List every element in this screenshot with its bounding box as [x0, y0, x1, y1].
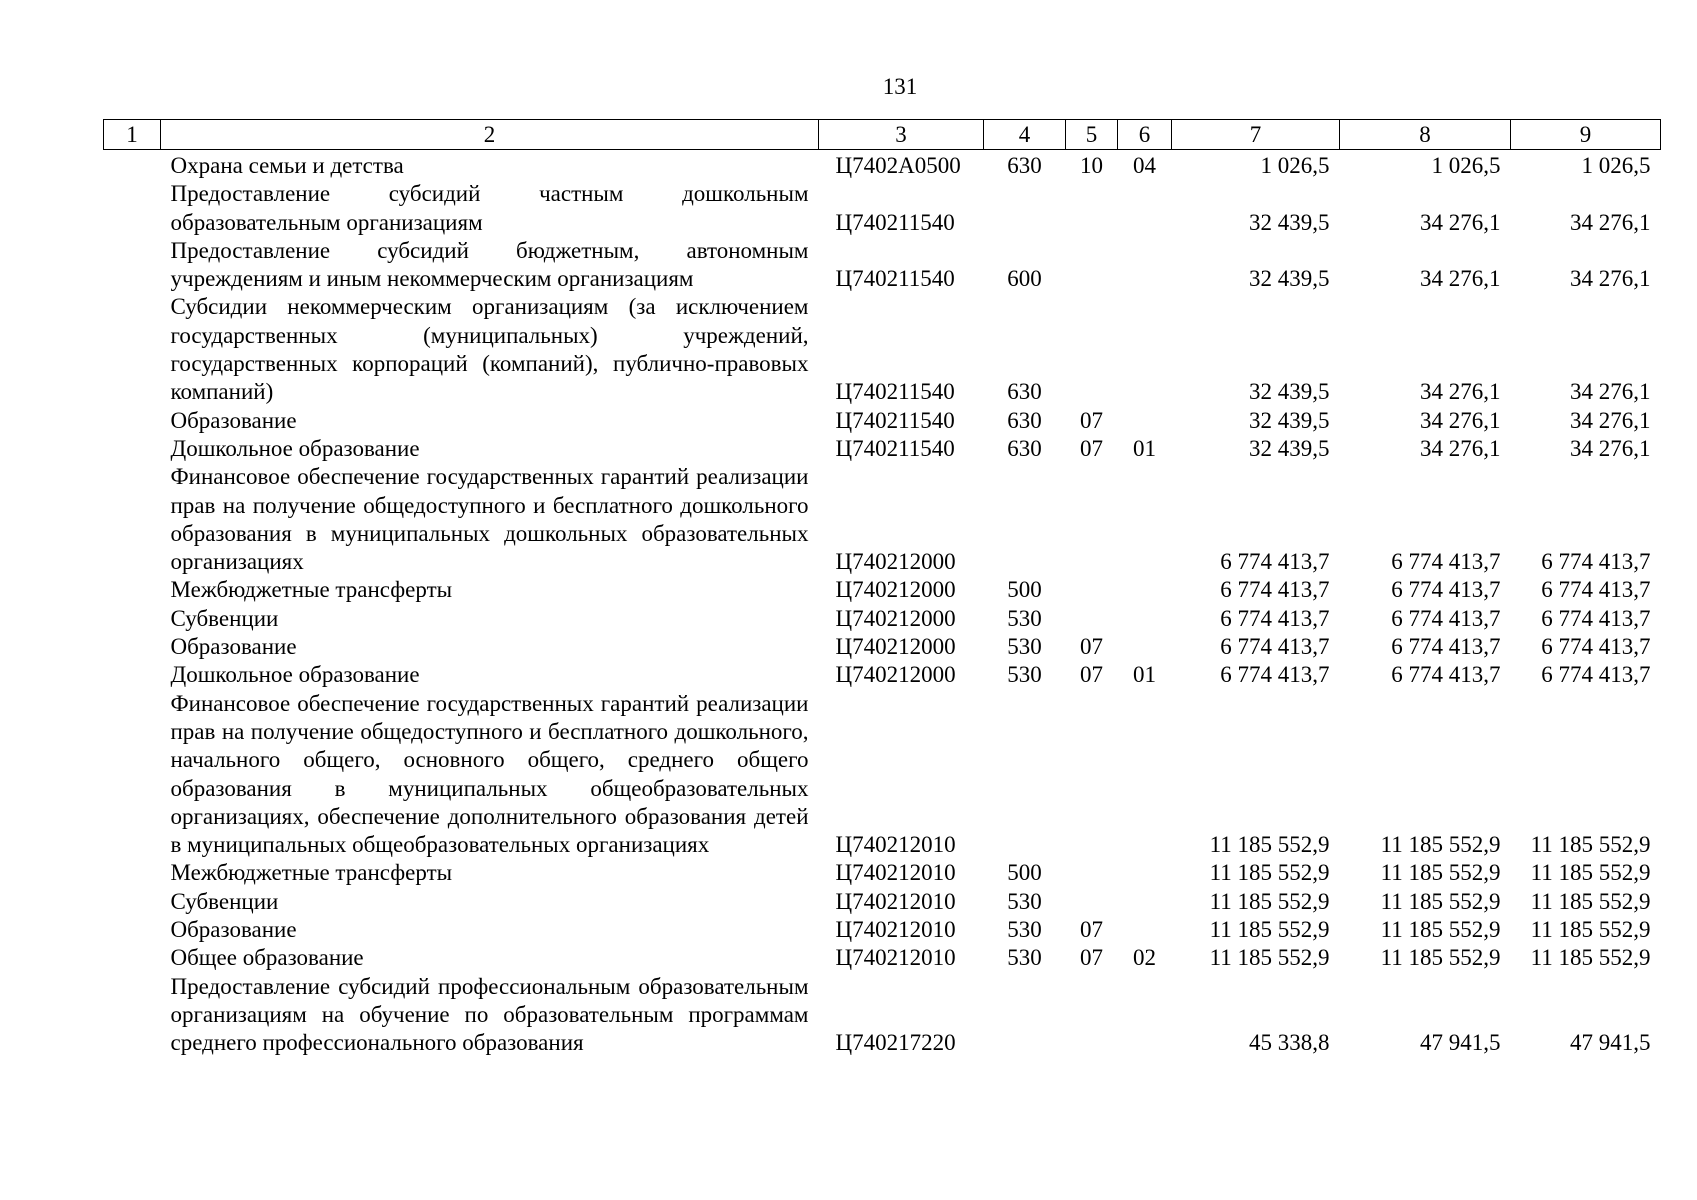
column-header: 2	[161, 120, 819, 150]
blank-cell	[104, 150, 161, 181]
table-row	[104, 237, 1661, 294]
subsection-code	[1118, 237, 1172, 294]
expense-type	[984, 180, 1066, 237]
item-name	[161, 633, 819, 661]
amount-col-9: 6 774 413,7	[1541, 549, 1651, 575]
amount-col-9: 47 941,5	[1570, 1030, 1651, 1056]
amount-col-7: 11 185 552,9	[1209, 832, 1330, 858]
subsection-code	[1118, 463, 1172, 576]
subsection-code	[1118, 916, 1172, 944]
item-name	[161, 463, 819, 576]
amount-col-8: 47 941,5	[1420, 1030, 1501, 1056]
amount-col-7: 11 185 552,9	[1209, 860, 1330, 886]
subsection-code	[1118, 690, 1172, 860]
amount-col-9: 6 774 413,7	[1541, 577, 1651, 603]
column-header: 5	[1066, 120, 1118, 150]
target-code: Ц740211540	[835, 266, 955, 292]
subsection-code	[1118, 180, 1172, 237]
amount-col-8: 11 185 552,9	[1380, 832, 1501, 858]
subsection-code	[1118, 407, 1172, 435]
subsection-code: 02	[1133, 945, 1156, 971]
target-code: Ц740212000	[835, 605, 956, 631]
column-header: 8	[1340, 120, 1511, 150]
amount-col-7: 6 774 413,7	[1220, 549, 1330, 575]
item-name	[161, 859, 819, 887]
amount-col-8: 34 276,1	[1420, 266, 1501, 292]
item-name	[161, 944, 819, 972]
blank-cell	[104, 633, 161, 661]
item-name-text: Предоставление субсидий частным дошкольным образовательным организациям	[170, 181, 809, 235]
item-name-text: Субсидии некоммерческим организациям (за исключением государственных (муниципальных) учреждений, государственных корпораций (компаний), публично-правовых компаний)	[170, 294, 809, 405]
section-code	[1066, 180, 1118, 237]
item-name-text: Предоставление субсидий профессиональным образовательным организациям на обучение по образовательным программам среднего профессионального образования	[170, 973, 809, 1056]
expense-type: 630	[1007, 407, 1042, 433]
target-code: Ц740212000	[835, 549, 956, 575]
target-code: Ц740211540	[835, 407, 955, 433]
target-code: Ц740212010	[835, 832, 956, 858]
section-code	[1066, 605, 1118, 633]
amount-col-7: 11 185 552,9	[1209, 888, 1330, 914]
amount-col-8: 34 276,1	[1420, 379, 1501, 405]
section-code: 07	[1080, 662, 1103, 688]
item-name	[161, 888, 819, 916]
amount-col-8: 11 185 552,9	[1380, 860, 1501, 886]
subsection-code: 04	[1133, 153, 1156, 178]
amount-col-8: 11 185 552,9	[1380, 945, 1501, 971]
item-name	[161, 407, 819, 435]
blank-cell	[104, 973, 161, 1058]
section-code	[1066, 859, 1118, 887]
target-code: Ц740212000	[835, 634, 956, 660]
table-row	[104, 605, 1661, 633]
expense-type: 530	[1007, 662, 1042, 688]
table-row	[104, 633, 1661, 661]
table-row	[104, 150, 1661, 181]
expense-type: 500	[1007, 860, 1042, 886]
item-name	[161, 237, 819, 294]
subsection-code: 01	[1133, 435, 1156, 461]
amount-col-9: 6 774 413,7	[1541, 662, 1651, 688]
section-code: 07	[1080, 407, 1103, 433]
table-body	[104, 150, 1661, 1058]
subsection-code	[1118, 576, 1172, 604]
blank-cell	[104, 576, 161, 604]
table-row	[104, 661, 1661, 689]
expense-type: 630	[1007, 379, 1042, 405]
expense-type	[984, 973, 1066, 1058]
section-code: 10	[1080, 153, 1103, 178]
amount-col-8: 6 774 413,7	[1391, 662, 1501, 688]
blank-cell	[104, 435, 161, 463]
amount-col-8: 34 276,1	[1420, 209, 1501, 235]
blank-cell	[104, 944, 161, 972]
blank-cell	[104, 859, 161, 887]
column-header: 9	[1511, 120, 1661, 150]
target-code: Ц740212010	[835, 860, 956, 886]
amount-col-8: 11 185 552,9	[1380, 888, 1501, 914]
item-name	[161, 293, 819, 406]
blank-cell	[104, 293, 161, 406]
item-name	[161, 973, 819, 1058]
amount-col-7: 32 439,5	[1249, 209, 1330, 235]
expense-type: 530	[1007, 917, 1042, 943]
amount-col-7: 11 185 552,9	[1209, 917, 1330, 943]
column-header: 1	[104, 120, 161, 150]
amount-col-8: 6 774 413,7	[1391, 577, 1501, 603]
section-code	[1066, 463, 1118, 576]
amount-col-7: 6 774 413,7	[1220, 577, 1330, 603]
expense-type: 530	[1007, 634, 1042, 660]
expense-type: 530	[1007, 888, 1042, 914]
expense-type: 500	[1007, 577, 1042, 603]
amount-col-9: 34 276,1	[1570, 209, 1651, 235]
amount-col-9: 11 185 552,9	[1530, 888, 1651, 914]
amount-col-8: 1 026,5	[1431, 153, 1501, 178]
blank-cell	[104, 690, 161, 860]
amount-col-9: 6 774 413,7	[1541, 634, 1651, 660]
table-row	[104, 973, 1661, 1058]
item-name-text: Межбюджетные трансферты	[170, 577, 453, 603]
expense-type	[984, 690, 1066, 860]
item-name-text: Образование	[170, 407, 297, 433]
column-header: 3	[819, 120, 984, 150]
amount-col-7: 6 774 413,7	[1220, 605, 1330, 631]
amount-col-9: 6 774 413,7	[1541, 605, 1651, 631]
table-row	[104, 293, 1661, 406]
blank-cell	[104, 605, 161, 633]
expense-type	[984, 463, 1066, 576]
column-header: 4	[984, 120, 1066, 150]
target-code: Ц740212010	[835, 945, 956, 971]
target-code: Ц740212000	[835, 662, 956, 688]
item-name-text: Субвенции	[170, 888, 279, 914]
table-row	[104, 859, 1661, 887]
expense-type: 630	[1007, 435, 1042, 461]
section-code: 07	[1080, 945, 1103, 971]
amount-col-9: 11 185 552,9	[1530, 860, 1651, 886]
amount-col-9: 34 276,1	[1570, 435, 1651, 461]
blank-cell	[104, 237, 161, 294]
item-name-text: Охрана семьи и детства	[170, 153, 404, 178]
target-code: Ц740211540	[835, 435, 955, 461]
item-name	[161, 180, 819, 237]
amount-col-7: 32 439,5	[1249, 407, 1330, 433]
amount-col-7: 6 774 413,7	[1220, 634, 1330, 660]
subsection-code	[1118, 859, 1172, 887]
item-name	[161, 435, 819, 463]
amount-col-7: 32 439,5	[1249, 435, 1330, 461]
blank-cell	[104, 180, 161, 237]
amount-col-8: 34 276,1	[1420, 435, 1501, 461]
amount-col-9: 34 276,1	[1570, 266, 1651, 292]
amount-col-9: 11 185 552,9	[1530, 832, 1651, 858]
blank-cell	[104, 661, 161, 689]
amount-col-8: 6 774 413,7	[1391, 634, 1501, 660]
column-header: 7	[1172, 120, 1340, 150]
target-code: Ц740212010	[835, 917, 956, 943]
table-row	[104, 463, 1661, 576]
item-name	[161, 150, 819, 181]
amount-col-8: 11 185 552,9	[1380, 917, 1501, 943]
item-name-text: Финансовое обеспечение государственных гарантий реализации прав на получение общедоступного и бесплатного дошкольного, начального общего, основного общего, среднего общего образования в муниципальных общеобразовательных организациях, обеспечение дополнительного образования детей в муниципальных общеобразовательных организациях	[170, 690, 809, 858]
expense-type: 630	[1007, 153, 1042, 178]
section-code: 07	[1080, 435, 1103, 461]
section-code: 07	[1080, 634, 1103, 660]
section-code	[1066, 690, 1118, 860]
target-code: Ц7402А0500	[835, 153, 961, 178]
blank-cell	[104, 916, 161, 944]
subsection-code	[1118, 605, 1172, 633]
target-code: Ц740211540	[835, 379, 955, 405]
item-name-text: Образование	[170, 634, 297, 660]
amount-col-9: 11 185 552,9	[1530, 945, 1651, 971]
section-code	[1066, 576, 1118, 604]
amount-col-9: 34 276,1	[1570, 379, 1651, 405]
subsection-code	[1118, 293, 1172, 406]
amount-col-8: 6 774 413,7	[1391, 549, 1501, 575]
page-number: 131	[882, 74, 918, 99]
subsection-code	[1118, 973, 1172, 1058]
blank-cell	[104, 407, 161, 435]
subsection-code: 01	[1133, 662, 1156, 688]
item-name-text: Образование	[170, 917, 297, 943]
item-name-text: Субвенции	[170, 605, 279, 631]
table-row	[104, 690, 1661, 860]
expense-type: 530	[1007, 605, 1042, 631]
section-code: 07	[1080, 917, 1103, 943]
target-code: Ц740212010	[835, 888, 956, 914]
table-row	[104, 888, 1661, 916]
amount-col-9: 11 185 552,9	[1530, 917, 1651, 943]
amount-col-8: 6 774 413,7	[1391, 605, 1501, 631]
item-name	[161, 605, 819, 633]
item-name-text: Общее образование	[170, 945, 364, 971]
item-name-text: Дошкольное образование	[170, 435, 420, 461]
section-code	[1066, 888, 1118, 916]
item-name	[161, 916, 819, 944]
target-code: Ц740217220	[835, 1030, 956, 1056]
blank-cell	[104, 888, 161, 916]
amount-col-7: 32 439,5	[1249, 379, 1330, 405]
budget-table	[103, 119, 1661, 1058]
amount-col-8: 34 276,1	[1420, 407, 1501, 433]
column-header: 6	[1118, 120, 1172, 150]
subsection-code	[1118, 633, 1172, 661]
amount-col-7: 11 185 552,9	[1209, 945, 1330, 971]
item-name-text: Предоставление субсидий бюджетным, автономным учреждениям и иным некоммерческим организациям	[170, 237, 809, 292]
target-code: Ц740211540	[835, 209, 955, 235]
amount-col-7: 45 338,8	[1249, 1030, 1330, 1056]
table-row	[104, 576, 1661, 604]
amount-col-7: 1 026,5	[1260, 153, 1330, 178]
expense-type: 530	[1007, 945, 1042, 971]
item-name-text: Межбюджетные трансферты	[170, 860, 453, 886]
amount-col-9: 34 276,1	[1570, 407, 1651, 433]
item-name-text: Финансовое обеспечение государственных гарантий реализации прав на получение общедоступного и бесплатного дошкольного образования в муниципальных дошкольных образовательных организациях	[170, 464, 809, 575]
item-name	[161, 690, 819, 860]
table-row	[104, 407, 1661, 435]
section-code	[1066, 293, 1118, 406]
table-row	[104, 435, 1661, 463]
item-name-text: Дошкольное образование	[170, 662, 420, 688]
blank-cell	[104, 463, 161, 576]
column-number-row	[104, 120, 1661, 150]
table-row	[104, 916, 1661, 944]
item-name	[161, 576, 819, 604]
amount-col-7: 6 774 413,7	[1220, 662, 1330, 688]
table-row	[104, 180, 1661, 237]
section-code	[1066, 237, 1118, 294]
item-name	[161, 661, 819, 689]
expense-type: 600	[1007, 266, 1042, 292]
section-code	[1066, 973, 1118, 1058]
table-row	[104, 944, 1661, 972]
amount-col-9: 1 026,5	[1581, 153, 1651, 178]
target-code: Ц740212000	[835, 577, 956, 603]
subsection-code	[1118, 888, 1172, 916]
amount-col-7: 32 439,5	[1249, 266, 1330, 292]
